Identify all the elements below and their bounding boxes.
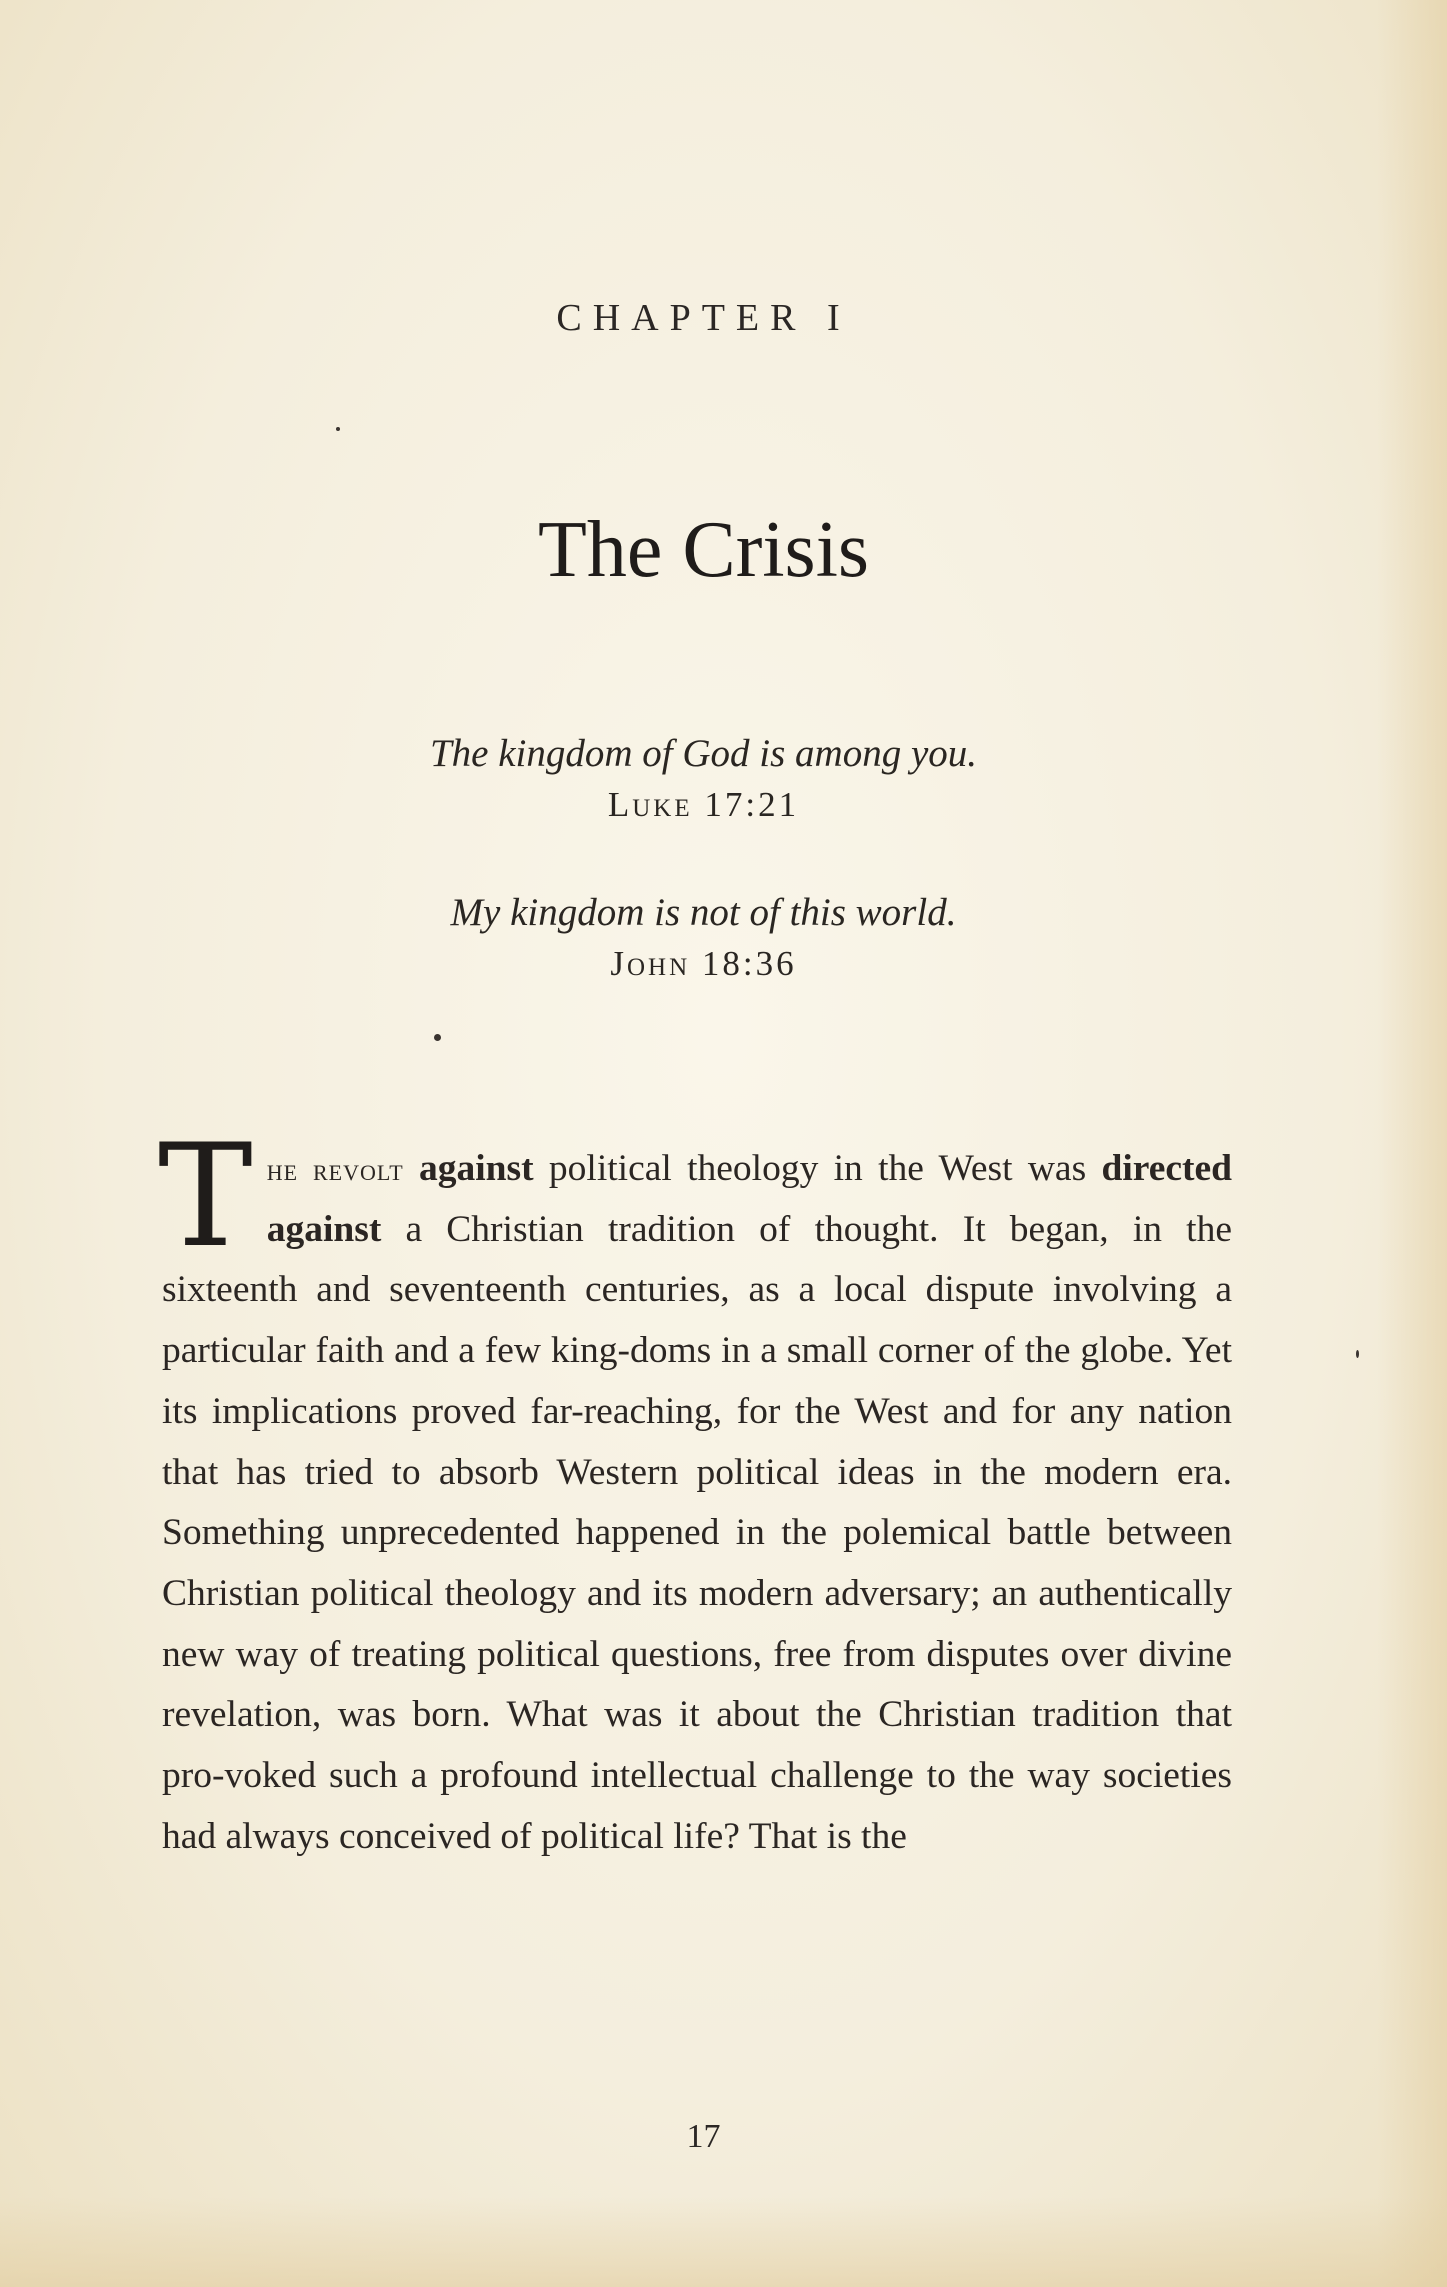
lead-in-smallcaps: he revolt <box>266 1151 404 1187</box>
chapter-title: The Crisis <box>537 506 870 594</box>
epigraph-2 <box>0 887 1407 989</box>
page-number: 17 <box>686 2118 721 2155</box>
paper-speck <box>336 427 340 431</box>
epigraph-1 <box>0 728 1407 830</box>
epigraph-source: John 18:36 <box>610 944 797 983</box>
page-edge-shadow-bottom <box>0 2197 1447 2287</box>
body-text-part2: a Christian tradition of thought. It began, in the sixteenth and seventeenth centuries, as a local dispute involving a particular faith and a few king-doms in a small corner of the globe. Yet its implications proved far-reaching, for the West and for any nation that has tried to absorb Western political ideas in the modern era. Something unprecedented happened in the polemical battle between Christian political theology and its modern adversary; an authentically new way of treating political questions, free from disputes over divine revelation, was born. What was it about the Christian tradition that pro-voked such a profound intellectual challenge to the way societies had always conceived of political life? That is the <box>162 1208 1232 1857</box>
page-edge-shadow-right <box>1377 0 1447 2287</box>
paper-speck <box>434 1034 441 1041</box>
paper-speck <box>1356 1350 1359 1358</box>
epigraph-quote: My kingdom is not of this world. <box>450 891 957 934</box>
epigraph-source: Luke 17:21 <box>607 785 800 824</box>
chapter-label: CHAPTER I <box>556 297 851 339</box>
body-text-part1: political theology in the West was <box>533 1148 1102 1189</box>
body-paragraph <box>158 1114 1232 1867</box>
lead-in-bold: against <box>419 1148 534 1189</box>
body-bold-phrase: directed against <box>266 1148 1232 1250</box>
drop-cap: T <box>158 1114 253 1279</box>
epigraph-quote: The kingdom of God is among you. <box>429 732 978 775</box>
